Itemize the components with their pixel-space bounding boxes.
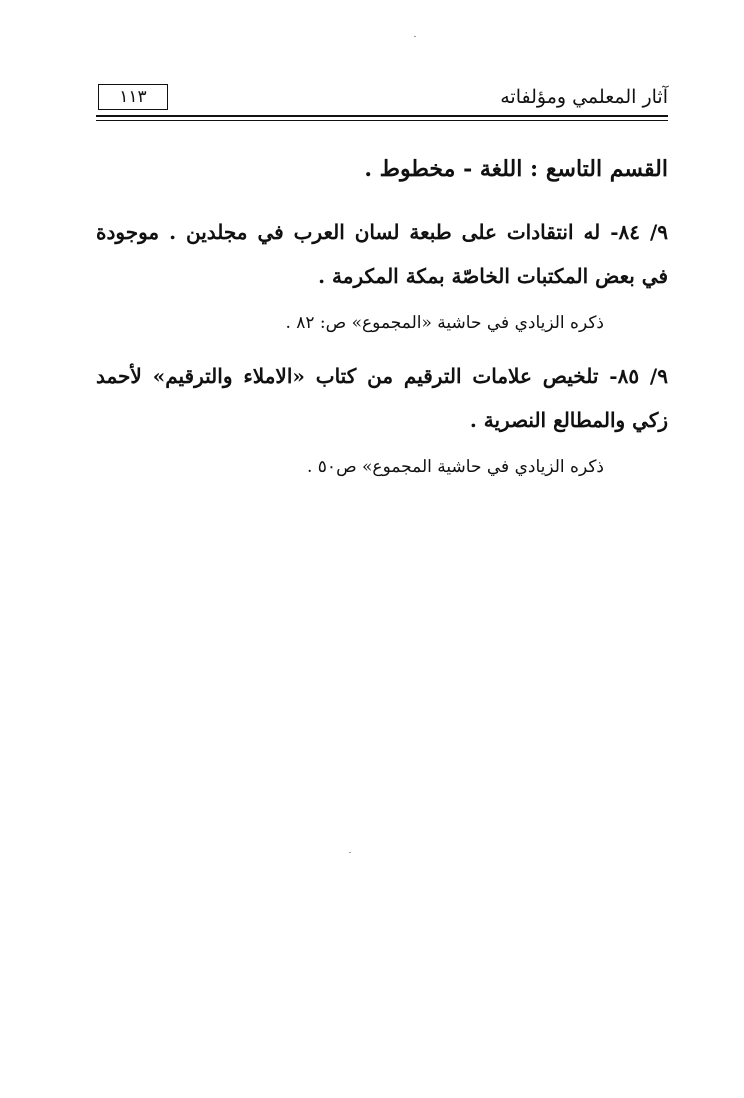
entry-note: ذكره الزيادي في حاشية «المجموع» ص: ٨٢ .: [285, 313, 604, 333]
scan-speck: [414, 36, 416, 37]
entry-85: [96, 354, 668, 482]
header-rule: [96, 115, 668, 117]
scan-speck: [349, 852, 351, 853]
entry-text: ٩/ ٨٥- تلخيص علامات الترقيم من كتاب «الاملاء والترقيم» لأحمد زكي والمطالع النصرية .: [96, 364, 668, 432]
entry-note: ذكره الزيادي في حاشية المجموع» ص٥٠ .: [306, 457, 604, 477]
page-header: [96, 82, 668, 118]
section-heading: القسم التاسع : اللغة - مخطوط .: [364, 156, 668, 182]
page-body: [96, 148, 668, 498]
page-number: ١١٣: [98, 84, 168, 110]
running-title: آثار المعلمي ومؤلفاته: [500, 86, 668, 108]
entry-text: ٩/ ٨٤- له انتقادات على طبعة لسان العرب في مجلدين . موجودة في بعض المكتبات الخاصّة بمكة المكرمة .: [96, 220, 668, 288]
entry-84: [96, 210, 668, 338]
header-rule-thin: [96, 120, 668, 121]
